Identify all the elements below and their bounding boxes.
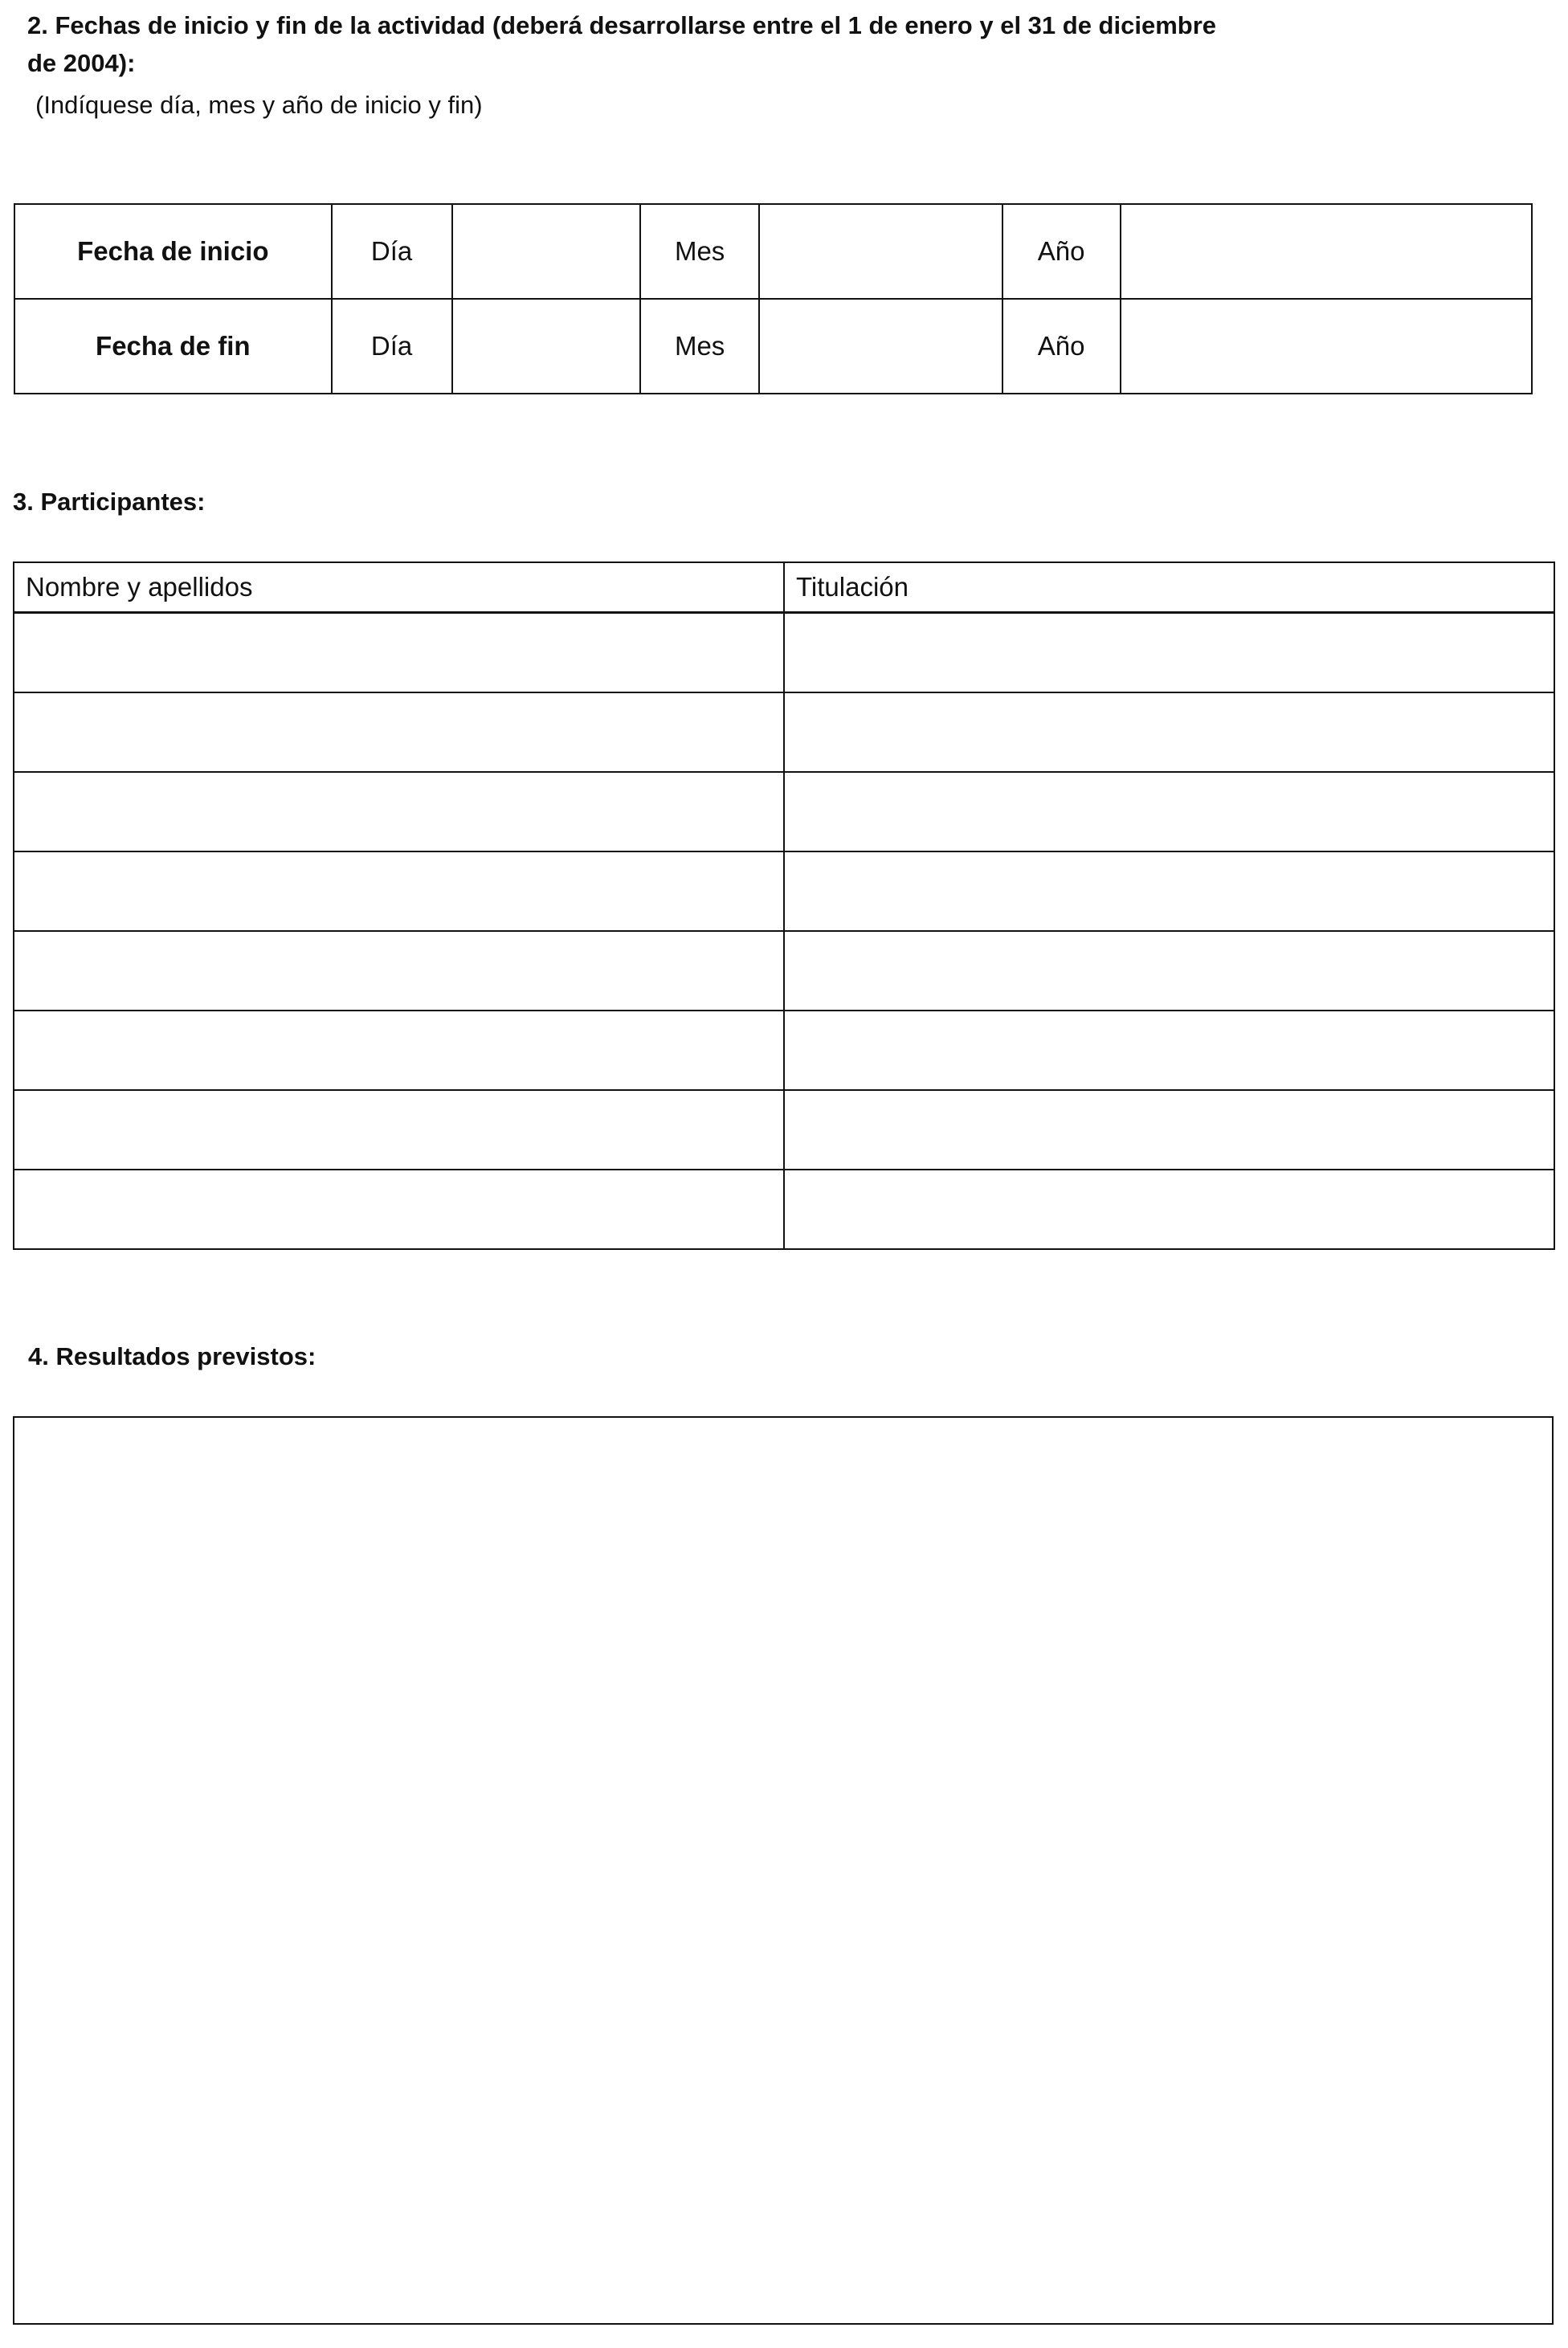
start-month-field[interactable] <box>759 204 1002 299</box>
start-date-label: Fecha de inicio <box>14 204 332 299</box>
end-date-label: Fecha de fin <box>14 299 332 394</box>
participant-name-field[interactable] <box>14 613 784 693</box>
participant-name-field[interactable] <box>14 1090 784 1170</box>
column-header-degree: Titulación <box>784 562 1554 613</box>
end-year-field[interactable] <box>1121 299 1532 394</box>
participant-name-field[interactable] <box>14 851 784 931</box>
start-day-field[interactable] <box>452 204 641 299</box>
participant-degree-field[interactable] <box>784 851 1554 931</box>
table-row <box>14 851 1554 931</box>
end-year-label: Año <box>1002 299 1121 394</box>
section-2-title-line-1: 2. Fechas de inicio y fin de la actividad (deberá desarrollarse entre el 1 de enero y el 31 de diciembre <box>27 11 1217 39</box>
table-row <box>14 692 1554 772</box>
participant-name-field[interactable] <box>14 931 784 1011</box>
participant-degree-field[interactable] <box>784 1090 1554 1170</box>
dates-table <box>14 203 1533 394</box>
end-day-field[interactable] <box>452 299 641 394</box>
start-month-label: Mes <box>640 204 759 299</box>
start-year-field[interactable] <box>1121 204 1532 299</box>
participant-degree-field[interactable] <box>784 613 1554 693</box>
start-year-label: Año <box>1002 204 1121 299</box>
end-month-field[interactable] <box>759 299 1002 394</box>
end-month-label: Mes <box>640 299 759 394</box>
table-row <box>14 1090 1554 1170</box>
section-4-title: 4. Resultados previstos: <box>28 1342 316 1370</box>
table-row <box>14 772 1554 851</box>
column-header-name: Nombre y apellidos <box>14 562 784 613</box>
participant-degree-field[interactable] <box>784 772 1554 851</box>
start-day-label: Día <box>332 204 452 299</box>
start-date-row <box>14 204 1532 299</box>
table-row <box>14 1011 1554 1090</box>
table-row <box>14 931 1554 1011</box>
participant-name-field[interactable] <box>14 1170 784 1249</box>
participants-table <box>13 561 1555 1250</box>
participant-degree-field[interactable] <box>784 1170 1554 1249</box>
table-row <box>14 1170 1554 1249</box>
section-3-title: 3. Participantes: <box>13 488 206 516</box>
end-day-label: Día <box>332 299 452 394</box>
expected-results-field[interactable] <box>13 1416 1554 2325</box>
participant-degree-field[interactable] <box>784 692 1554 772</box>
participant-degree-field[interactable] <box>784 1011 1554 1090</box>
section-2-title-line-2: de 2004): <box>27 49 136 77</box>
participant-name-field[interactable] <box>14 1011 784 1090</box>
end-date-row <box>14 299 1532 394</box>
participant-name-field[interactable] <box>14 692 784 772</box>
participant-degree-field[interactable] <box>784 931 1554 1011</box>
participants-header-row <box>14 562 1554 613</box>
participant-name-field[interactable] <box>14 772 784 851</box>
table-row <box>14 613 1554 693</box>
section-2-subtitle: (Indíquese día, mes y año de inicio y fin) <box>35 91 483 119</box>
